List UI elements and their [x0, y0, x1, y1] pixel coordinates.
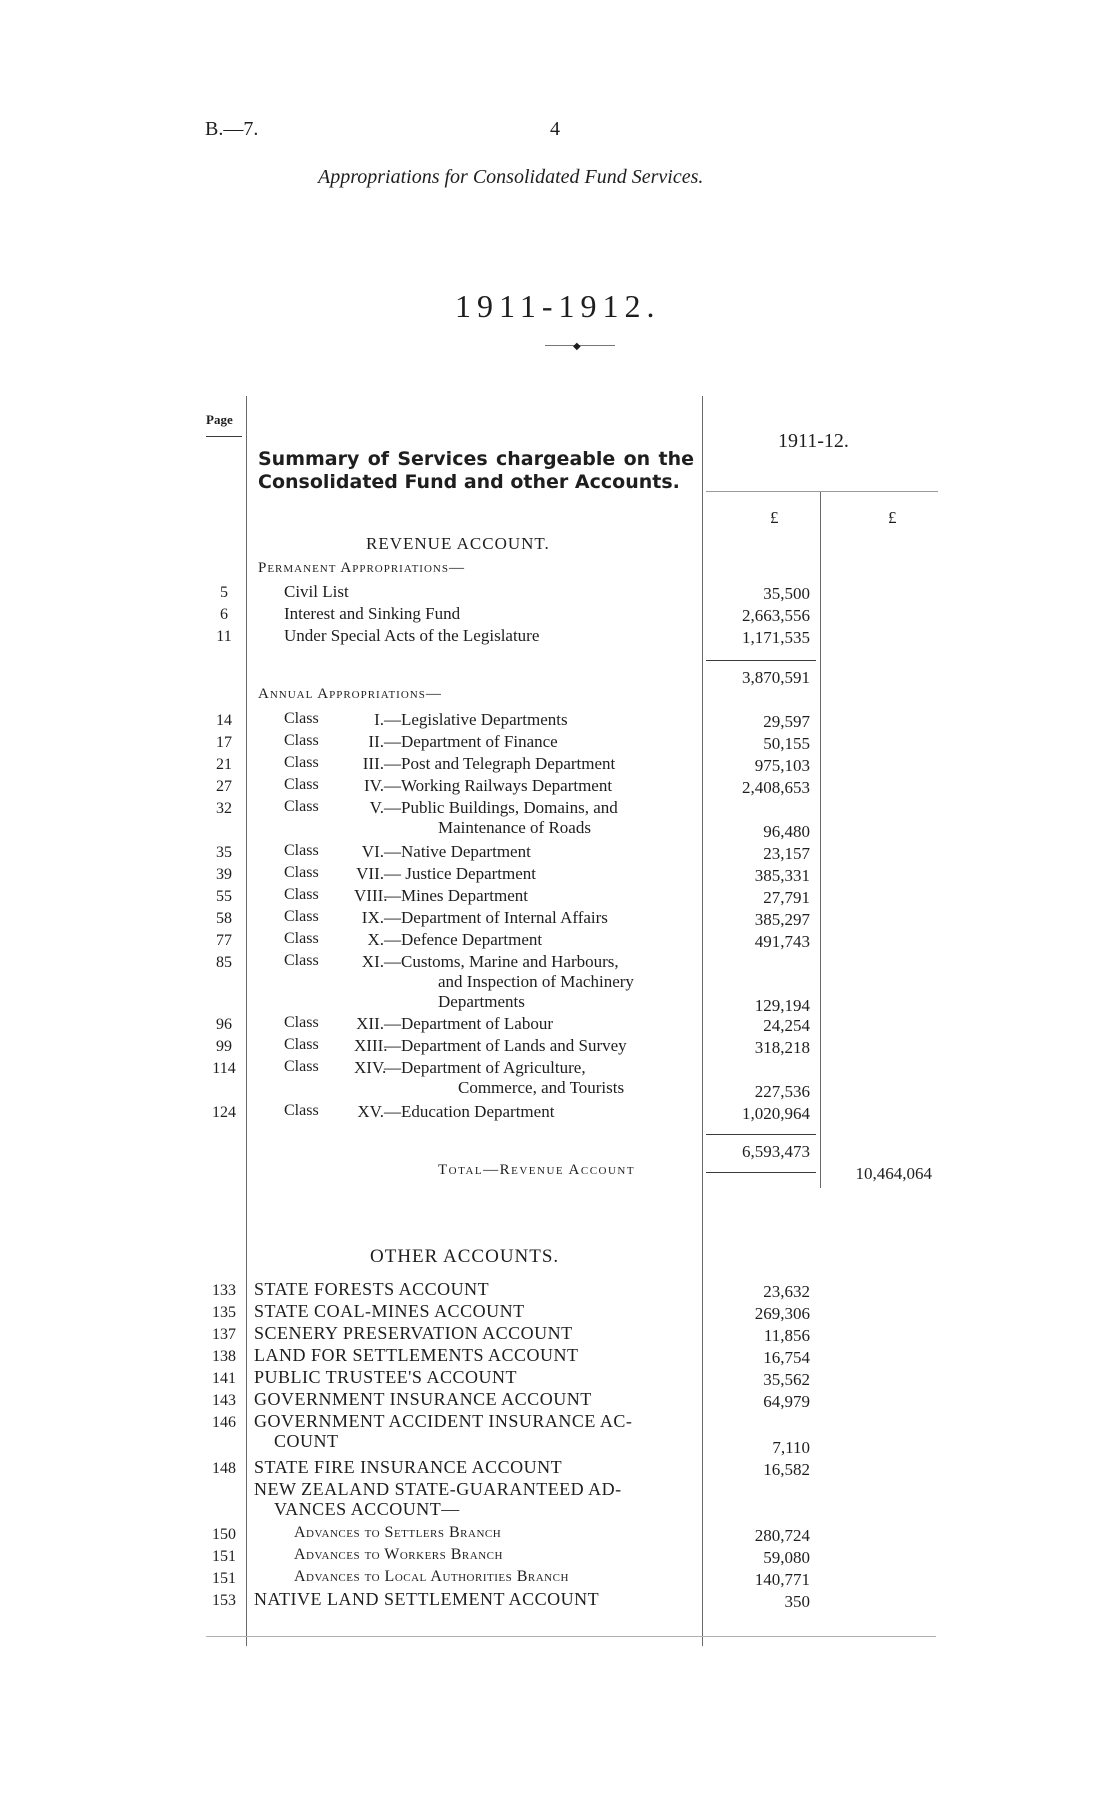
row-class: Class: [284, 864, 319, 881]
native-land-label: NATIVE LAND SETTLEMENT ACCOUNT: [254, 1589, 600, 1609]
row-class: Class: [284, 930, 319, 947]
row-num: VII.: [356, 864, 384, 883]
summary-heading: Summary of Services chargeable on the Consolidated Fund and other Accounts.: [258, 448, 694, 493]
main-title: 1911-1912.: [455, 288, 661, 324]
row-page: 11: [216, 628, 232, 645]
row-amount: 385,297: [754, 910, 810, 929]
row-label: —Education Department: [384, 1102, 555, 1121]
row-amount: 491,743: [754, 932, 810, 951]
row-page: 151: [212, 1548, 236, 1565]
revenue-total-label: Total—Revenue Account: [438, 1162, 636, 1178]
row-label: —Department of Lands and Survey: [384, 1036, 627, 1055]
row-page: 5: [220, 584, 228, 601]
row-page: 39: [216, 866, 232, 883]
other-heading: OTHER ACCOUNTS.: [370, 1246, 560, 1267]
row-amount: 280,724: [754, 1526, 810, 1545]
row-num: XV.: [357, 1102, 384, 1121]
row-page: 143: [212, 1392, 236, 1409]
row-label: GOVERNMENT INSURANCE ACCOUNT: [254, 1389, 592, 1409]
row-class: Class: [284, 1102, 319, 1119]
native-land-page: 153: [212, 1592, 236, 1609]
row-num: IX.: [361, 908, 384, 927]
row-num: XIV.: [354, 1058, 387, 1077]
row-amount: 140,771: [754, 1570, 810, 1589]
permanent-heading: Permanent Appropriations—: [258, 560, 465, 576]
row-amount: 11,856: [763, 1326, 810, 1345]
row-page: 14: [216, 712, 232, 729]
row-label: Advances to Workers Branch: [294, 1546, 503, 1563]
row-label: —Legislative Departments: [384, 710, 568, 729]
revenue-total: 10,464,064: [855, 1164, 932, 1183]
row-label: —Mines Department: [384, 886, 528, 905]
row-label: —Native Department: [384, 842, 531, 861]
row-page: 55: [216, 888, 232, 905]
ornament-diamond: ◆: [573, 341, 581, 352]
row-label: GOVERNMENT ACCIDENT INSURANCE AC-: [254, 1411, 633, 1431]
row-amount: 7,110: [772, 1438, 810, 1457]
row-label-cont: Departments: [438, 992, 525, 1011]
year-rule: [706, 491, 938, 492]
row-class: Class: [284, 842, 319, 859]
row-label: SCENERY PRESERVATION ACCOUNT: [254, 1323, 573, 1343]
row-num: VI.: [361, 842, 384, 861]
row-class: Class: [284, 776, 319, 793]
row-label: Advances to Settlers Branch: [294, 1524, 502, 1541]
row-page: 77: [216, 932, 232, 949]
advances-heading-1: NEW ZEALAND STATE-GUARANTEED AD-: [254, 1479, 622, 1499]
row-page: 133: [212, 1282, 236, 1299]
row-num: IV.: [364, 776, 384, 795]
page-col-header: Page: [206, 412, 233, 427]
row-num: VIII.: [354, 886, 388, 905]
row-amount: 23,632: [763, 1282, 810, 1301]
row-label-cont: Commerce, and Tourists: [458, 1078, 625, 1097]
row-num: III.: [362, 754, 384, 773]
advances-heading-2: VANCES ACCOUNT—: [274, 1499, 460, 1519]
page-number: 4: [550, 118, 560, 140]
row-num: I.: [374, 710, 384, 729]
row-amount: 29,597: [763, 712, 810, 731]
row-amount: 35,562: [763, 1370, 810, 1389]
permanent-total: 3,870,591: [742, 668, 810, 687]
row-amount: 35,500: [763, 584, 810, 603]
row-amount: 96,480: [763, 822, 810, 841]
row-num: V.: [369, 798, 384, 817]
row-page: 58: [216, 910, 232, 927]
row-label-cont: COUNT: [274, 1431, 339, 1451]
row-page: 17: [216, 734, 232, 751]
year-header: 1911-12.: [778, 430, 849, 452]
row-label: — Justice Department: [384, 864, 537, 883]
row-label: —Department of Finance: [384, 732, 558, 751]
row-page: 135: [212, 1304, 236, 1321]
row-amount: 975,103: [754, 756, 810, 775]
row-page: 150: [212, 1526, 236, 1543]
revenue-heading: REVENUE ACCOUNT.: [366, 534, 550, 553]
divider-total: [820, 492, 821, 1188]
row-label: LAND FOR SETTLEMENTS ACCOUNT: [254, 1345, 579, 1365]
row-amount: 1,171,535: [742, 628, 810, 647]
row-class: Class: [284, 1058, 319, 1075]
row-amount: 269,306: [754, 1304, 810, 1323]
row-page: 6: [220, 606, 228, 623]
native-land-amount: 350: [784, 1592, 810, 1611]
annual-heading: Annual Appropriations—: [258, 686, 442, 702]
row-class: Class: [284, 710, 319, 727]
row-page: 148: [212, 1460, 236, 1477]
row-amount: 64,979: [763, 1392, 810, 1411]
row-amount: 23,157: [763, 844, 810, 863]
row-amount: 2,663,556: [742, 606, 810, 625]
row-label: Interest and Sinking Fund: [284, 604, 461, 623]
row-class: Class: [284, 1014, 319, 1031]
currency-2: £: [888, 508, 897, 527]
row-page: 138: [212, 1348, 236, 1365]
row-label: —Public Buildings, Domains, and: [384, 798, 618, 817]
row-amount: 16,754: [763, 1348, 810, 1367]
row-page: 96: [216, 1016, 232, 1033]
row-class: Class: [284, 886, 319, 903]
annual-sum-rule: [706, 1134, 816, 1135]
row-label: —Defence Department: [384, 930, 543, 949]
row-page: 32: [216, 800, 232, 817]
row-page: 21: [216, 756, 232, 773]
row-label: Civil List: [284, 582, 349, 601]
row-amount: 27,791: [763, 888, 810, 907]
row-class: Class: [284, 732, 319, 749]
row-amount: 129,194: [754, 996, 810, 1015]
row-amount: 318,218: [754, 1038, 810, 1057]
row-label: STATE FIRE INSURANCE ACCOUNT: [254, 1457, 563, 1477]
row-label: —Customs, Marine and Harbours,: [384, 952, 619, 971]
row-label: —Department of Labour: [384, 1014, 553, 1033]
row-amount: 24,254: [763, 1016, 810, 1035]
row-amount: 1,020,964: [742, 1104, 810, 1123]
row-amount: 50,155: [763, 734, 810, 753]
row-page: 151: [212, 1570, 236, 1587]
row-label: —Post and Telegraph Department: [384, 754, 616, 773]
row-num: II.: [368, 732, 384, 751]
row-num: XIII.: [354, 1036, 388, 1055]
annual-total-rule: [706, 1172, 816, 1173]
row-label: PUBLIC TRUSTEE'S ACCOUNT: [254, 1367, 517, 1387]
row-page: 124: [212, 1104, 236, 1121]
row-amount: 2,408,653: [742, 778, 810, 797]
running-title: Appropriations for Consolidated Fund Services.: [318, 166, 704, 188]
row-page: 146: [212, 1414, 236, 1431]
row-class: Class: [284, 798, 319, 815]
row-class: Class: [284, 908, 319, 925]
row-page: 35: [216, 844, 232, 861]
row-label-cont: Maintenance of Roads: [438, 818, 591, 837]
bottom-rule: [206, 1636, 936, 1637]
row-amount: 59,080: [763, 1548, 810, 1567]
row-num: XII.: [356, 1014, 384, 1033]
row-class: Class: [284, 1036, 319, 1053]
row-page: 141: [212, 1370, 236, 1387]
row-page: 137: [212, 1326, 236, 1343]
doc-ref: B.—7.: [205, 118, 259, 140]
row-label: Advances to Local Authorities Branch: [294, 1568, 569, 1585]
row-label: —Department of Internal Affairs: [384, 908, 608, 927]
row-num: X.: [367, 930, 384, 949]
row-num: XI.: [361, 952, 384, 971]
row-label: —Working Railways Department: [384, 776, 613, 795]
row-amount: 16,582: [763, 1460, 810, 1479]
row-label: STATE FORESTS ACCOUNT: [254, 1279, 490, 1299]
permanent-sum-rule: [706, 660, 816, 661]
row-page: 85: [216, 954, 232, 971]
annual-total: 6,593,473: [742, 1142, 810, 1161]
row-page: 114: [212, 1060, 236, 1077]
row-label: Under Special Acts of the Legislature: [284, 626, 540, 645]
currency-1: £: [770, 508, 779, 527]
row-amount: 227,536: [754, 1082, 810, 1101]
row-page: 27: [216, 778, 232, 795]
row-class: Class: [284, 952, 319, 969]
row-label-cont: and Inspection of Machinery: [438, 972, 634, 991]
row-label: STATE COAL-MINES ACCOUNT: [254, 1301, 525, 1321]
page-col-rule: [206, 436, 242, 437]
row-class: Class: [284, 754, 319, 771]
row-amount: 385,331: [754, 866, 810, 885]
row-label: —Department of Agriculture,: [384, 1058, 586, 1077]
row-page: 99: [216, 1038, 232, 1055]
